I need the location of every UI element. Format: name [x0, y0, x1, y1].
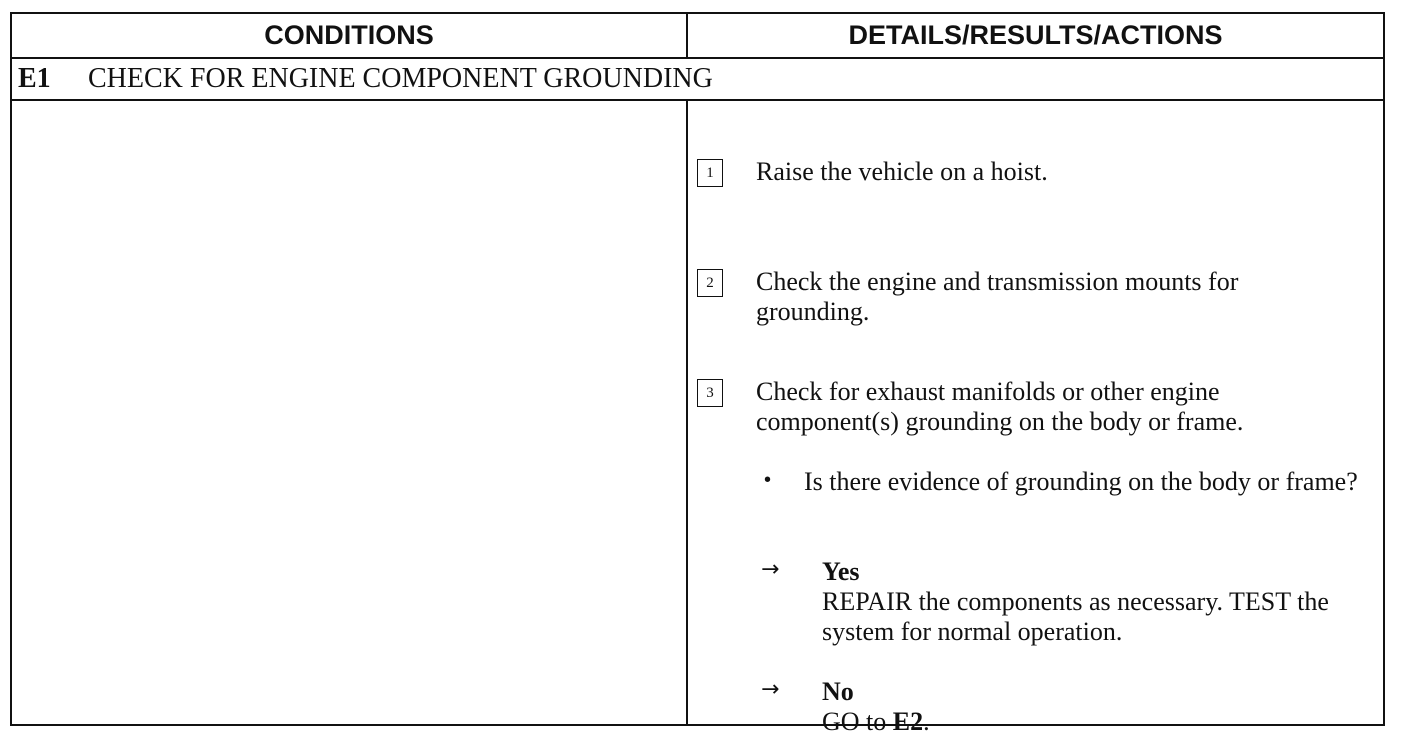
step-number-box: 1: [697, 159, 723, 187]
step-number-box: 3: [697, 379, 723, 407]
yes-action: REPAIR the components as necessary. TEST the system for normal operation.: [822, 587, 1329, 646]
section-title: CHECK FOR ENGINE COMPONENT GROUNDING: [88, 63, 713, 94]
table-header-row: [12, 14, 1383, 59]
no-label: No: [822, 677, 854, 706]
conditions-header: CONDITIONS: [12, 14, 688, 57]
details-cell: [688, 101, 1383, 736]
no-action-suffix: .: [923, 707, 930, 736]
bullet-icon: •: [764, 469, 772, 491]
arrow-right-icon: →: [761, 677, 780, 702]
step-text: Check the engine and transmission mounts for grounding.: [756, 267, 1239, 326]
step-number-box: 2: [697, 269, 723, 297]
no-action-target: E2: [892, 707, 924, 736]
no-action-prefix: GO to: [822, 707, 893, 736]
arrow-right-icon: →: [761, 557, 780, 582]
yes-label: Yes: [822, 557, 860, 586]
section-row: [12, 59, 1383, 101]
diagnostic-table: [10, 12, 1385, 736]
section-body-row: [12, 101, 1383, 736]
no-action: [822, 707, 1408, 737]
step-text: Raise the vehicle on a hoist.: [756, 157, 1048, 186]
step-text: Check for exhaust manifolds or other engine component(s) grounding on the body or frame.: [756, 377, 1244, 436]
question-text: Is there evidence of grounding on the body or frame?: [804, 467, 1358, 496]
section-id: E1: [18, 63, 51, 94]
details-header: DETAILS/RESULTS/ACTIONS: [848, 20, 1223, 50]
conditions-cell: [12, 101, 688, 724]
